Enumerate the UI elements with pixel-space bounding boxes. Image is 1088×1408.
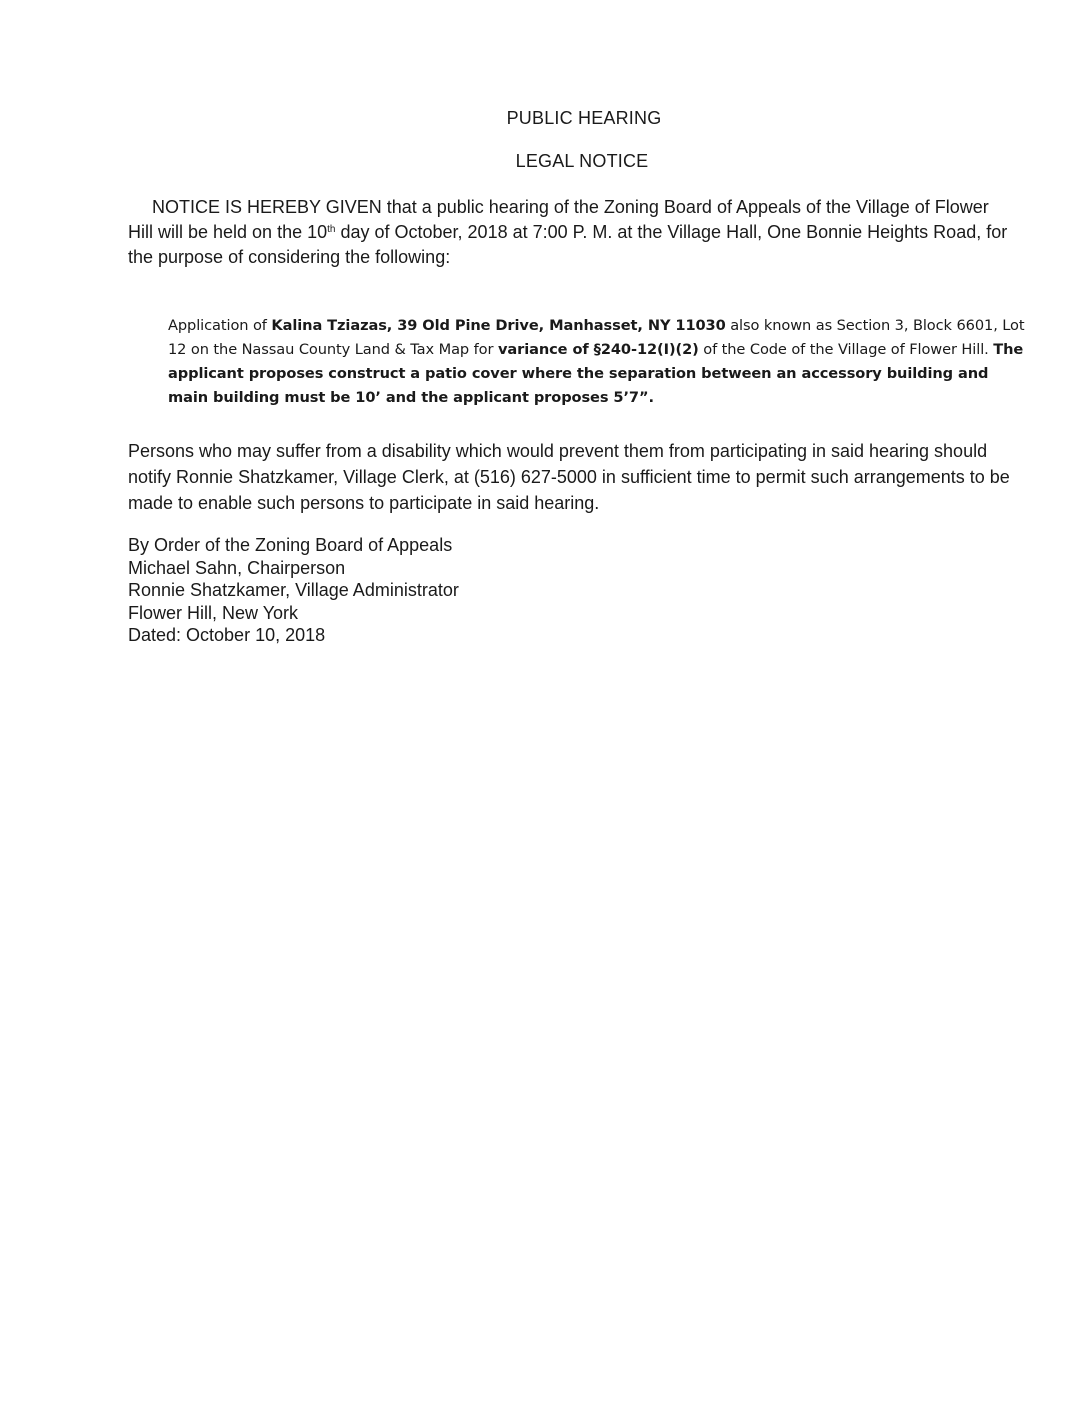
application-mid1: also known as Section 3, Block 6601, Lot 12 on the Nassau County Land & Tax Map for: [168, 317, 1025, 358]
disability-paragraph: Persons who may suffer from a disability which would prevent them from participating in said hearing should notify Ronnie Shatzkamer, Village Clerk, at (516) 627-5000 in sufficient time to permit such arrangements to be made to enable such persons to participate in said hearing.: [128, 441, 1010, 513]
variance-reference: variance of §240-12(I)(2): [497, 341, 699, 358]
notice-subtitle: LEGAL NOTICE: [515, 151, 649, 171]
applicant-name-address: Kalina Tziazas, 39 Old Pine Drive, Manhasset, NY 11030: [271, 317, 726, 334]
application-mid2: of the Code of the Village of Flower Hill.: [698, 341, 994, 358]
signature-line-order: By Order of the Zoning Board of Appeals: [128, 535, 453, 555]
intro-text-part1: NOTICE IS HEREBY GIVEN that a public hearing of the Zoning Board of Appeals of the Village of Flower Hill will be held on the 10: [128, 197, 989, 242]
intro-paragraph: [128, 195, 1008, 270]
intro-text-part2: day of October, 2018 at 7:00 P. M. at the Village Hall, One Bonnie Heights Road, for the purpose of considering the following:: [128, 222, 1008, 267]
notice-title: PUBLIC HEARING: [506, 108, 662, 128]
signature-line-date: Dated: October 10, 2018: [128, 625, 326, 645]
signature-line-location: Flower Hill, New York: [128, 602, 299, 623]
signature-block: [128, 534, 728, 647]
application-prefix: Application of: [168, 317, 272, 334]
signature-line-chairperson: Michael Sahn, Chairperson: [128, 557, 346, 578]
application-paragraph: [168, 314, 1028, 410]
proposal-text: The applicant proposes construct a patio cover where the separation between an accessory building and main building must be 10’ and the applicant proposes 5’7”.: [168, 341, 1024, 406]
intro-ordinal-suffix: th: [327, 224, 336, 235]
signature-line-administrator: Ronnie Shatzkamer, Village Administrator: [128, 580, 459, 600]
